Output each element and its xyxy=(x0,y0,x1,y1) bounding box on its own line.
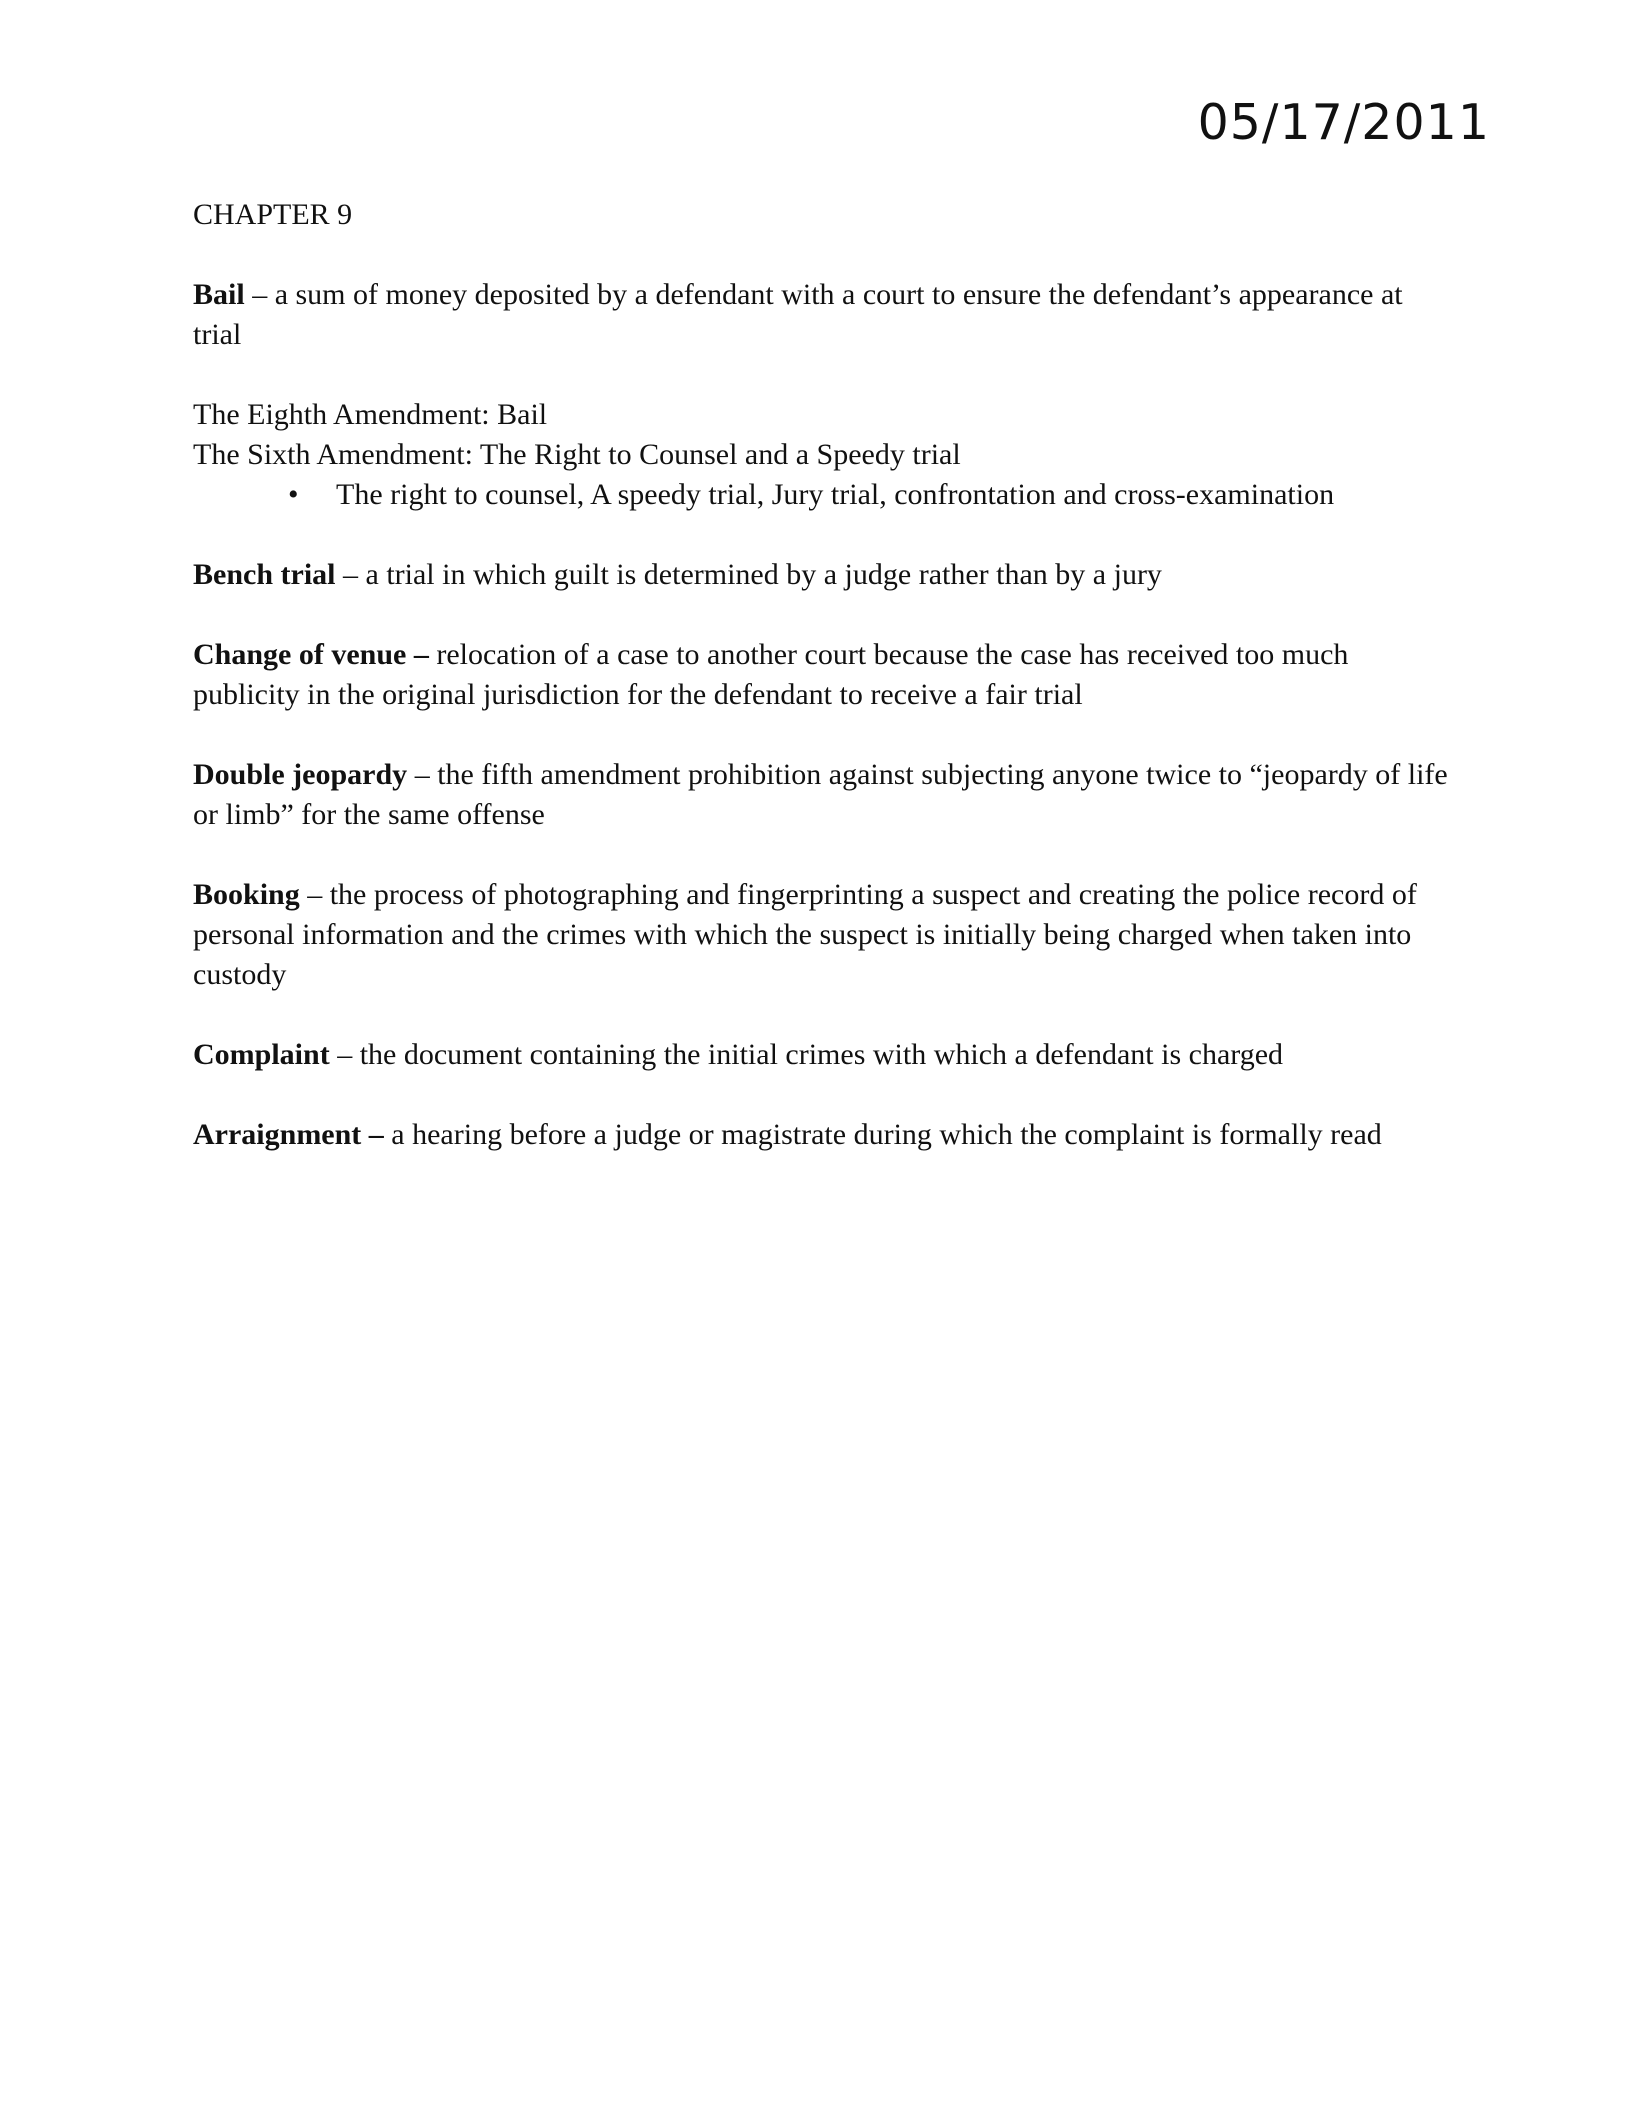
bullet-icon: • xyxy=(288,478,299,511)
spacer xyxy=(193,715,1453,755)
definition-bench-trial xyxy=(193,555,1453,595)
definition-arraignment xyxy=(193,1115,1453,1155)
definition-text-bail: – a sum of money deposited by a defendant with a court to ensure the defendant’s appearance at trial xyxy=(193,278,1403,351)
definition-booking xyxy=(193,875,1453,995)
definition-complaint xyxy=(193,1035,1453,1075)
document-body xyxy=(193,195,1453,1155)
spacer xyxy=(193,235,1453,275)
definition-text-double-jeopardy: – the fifth amendment prohibition against subjecting anyone twice to “jeopardy of life or limb” for the same offense xyxy=(193,758,1448,831)
date-stamp: 05/17/2011 xyxy=(1197,94,1490,151)
chapter-title: CHAPTER 9 xyxy=(193,198,353,231)
definition-bail xyxy=(193,275,1453,355)
spacer xyxy=(193,1075,1453,1115)
bullet-text: The right to counsel, A speedy trial, Jury trial, confrontation and cross-examination xyxy=(336,478,1335,511)
term-complaint: Complaint xyxy=(193,1038,330,1071)
definition-text-arraignment: a hearing before a judge or magistrate during which the complaint is formally read xyxy=(383,1118,1382,1151)
spacer xyxy=(193,595,1453,635)
definition-text-bench-trial: – a trial in which guilt is determined by a judge rather than by a jury xyxy=(335,558,1162,591)
definition-double-jeopardy xyxy=(193,755,1453,835)
term-change-of-venue: Change of venue – xyxy=(193,638,429,671)
sixth-amendment-line: The Sixth Amendment: The Right to Counsel and a Speedy trial xyxy=(193,438,961,471)
definition-text-booking: – the process of photographing and fingerprinting a suspect and creating the police record of personal information and the crimes with which the suspect is initially being charged when taken into custody xyxy=(193,878,1417,991)
term-double-jeopardy: Double jeopardy xyxy=(193,758,408,791)
definition-text-complaint: – the document containing the initial crimes with which a defendant is charged xyxy=(329,1038,1284,1071)
definition-text-change-of-venue: relocation of a case to another court because the case has received too much publicity in the original jurisdiction for the defendant to receive a fair trial xyxy=(193,638,1349,711)
spacer xyxy=(193,515,1453,555)
definition-change-of-venue xyxy=(193,635,1453,715)
sixth-amendment-bullet xyxy=(193,475,1453,515)
spacer xyxy=(193,835,1453,875)
term-arraignment: Arraignment – xyxy=(193,1118,384,1151)
term-booking: Booking xyxy=(193,878,300,911)
term-bench-trial: Bench trial xyxy=(193,558,336,591)
spacer xyxy=(193,355,1453,395)
eighth-amendment-line: The Eighth Amendment: Bail xyxy=(193,398,548,431)
term-bail: Bail xyxy=(193,278,245,311)
spacer xyxy=(193,995,1453,1035)
